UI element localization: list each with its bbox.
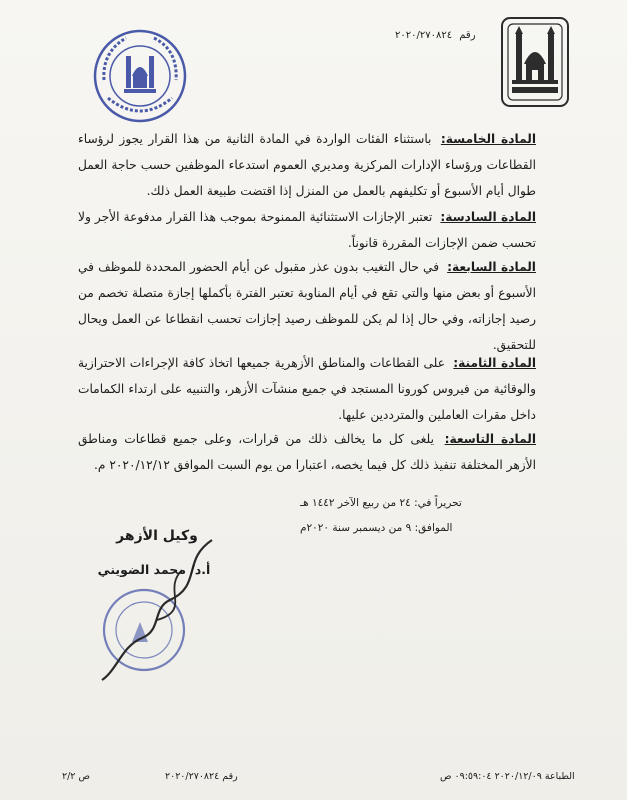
reference-label: رقم [459,30,476,41]
official-stamp [92,28,188,124]
gregorian-date [300,522,452,534]
article-5 [78,126,536,204]
article-text: باستثناء الفئات الواردة في المادة الثانية من هذا القرار يجوز لرؤساء القطاعات ورؤساء الإدارات المركزية ومديري العموم استدعاء الموظفين حسب حاجة العمل طوال أيام الأسبوع أو تكليفهم بالعمل من المنزل إذا اقتضت طبيعة العمل ذلك. [78,132,536,198]
article-7 [78,254,536,358]
page-label: ص [78,771,90,782]
article-6 [78,204,536,256]
article-9 [78,426,536,478]
signature-stamp [62,530,242,690]
al-azhar-logo [498,14,572,110]
gregorian-date-value: ٩ من ديسمبر سنة ٢٠٢٠م [300,522,412,534]
signatory-name: أ.د/ محمد الضويني [97,562,211,577]
article-label: المادة السابعة: [447,260,536,274]
article-label: المادة السادسة: [440,210,537,224]
article-8 [78,350,536,428]
hijri-date [300,497,462,509]
signatory-title: وكيل الأزهر [116,528,198,544]
footer-ref-label: رقم [222,771,238,782]
article-text: في حال التغيب بدون عذر مقبول عن أيام الحضور المحددة للموظف في الأسبوع أو بعض منها والتي تقع في أيام المناوبة تعتبر الفترة بأكملها إجازة متصلة تخصم من رصيد إجازاته، وفي حال إذا لم يكن للموظف رصيد إجازات تحسب انقطاعا عن العمل ويحال للتحقيق. [78,260,536,352]
article-text: على القطاعات والمناطق الأزهرية جميعها اتخاذ كافة الإجراءات الاحترازية والوقائية من فيروس كورونا المستجد في جميع منشآت الأزهر، والتنبيه على ارتداء الكمامات داخل مقرات العاملين والمترددين عليها. [78,356,536,422]
reference-value: ٢٠٢٠/٢٧٠٨٢٤ [395,30,453,41]
article-label: المادة الثامنة: [453,356,536,370]
hijri-date-value: ٢٤ من ربيع الآخر ١٤٤٢ هـ [300,497,411,509]
print-value: ٢٠٢٠/١٢/٠٩ ٠٩:٥٩:٠٤ ص [440,771,542,782]
footer-reference [165,771,238,782]
article-label: المادة الخامسة: [440,132,537,146]
print-timestamp [440,771,575,782]
article-text: يلغى كل ما يخالف ذلك من قرارات، وعلى جميع قطاعات ومناطق الأزهر المختلفة تنفيذ ذلك كل فيما يخصه، اعتبارا من يوم السبت الموافق ٢٠٢٠/١٢/١٢ م. [78,432,536,472]
print-label: الطباعة [544,771,575,782]
article-text: تعتبر الإجازات الاستثنائية الممنوحة بموجب هذا القرار مدفوعة الأجر ولا تحسب ضمن الإجازات المقررة قانوناً. [78,210,536,250]
footer-ref-value: ٢٠٢٠/٢٧٠٨٢٤ [165,771,220,782]
page-value: ٢/٢ [62,771,76,782]
page-number [62,771,90,782]
article-label: المادة التاسعة: [444,432,536,446]
reference-number [395,30,476,41]
hijri-date-label: تحريراً في: [414,497,462,509]
gregorian-date-label: الموافق: [414,522,453,534]
